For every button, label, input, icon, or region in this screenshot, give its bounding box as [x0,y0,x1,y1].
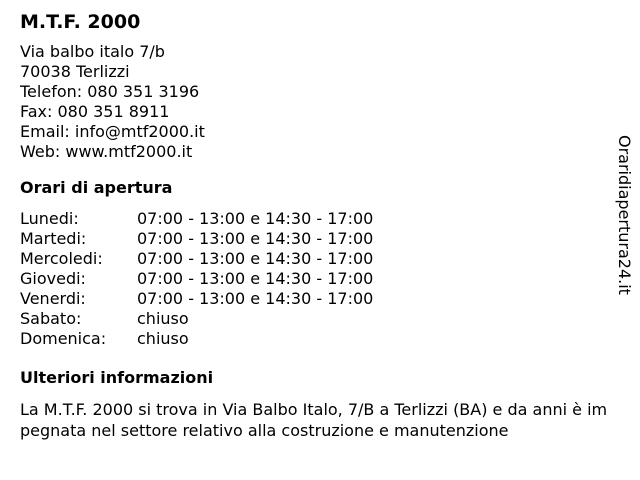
hours-time: chiuso [137,329,189,348]
hours-day: Martedi: [20,229,87,248]
hours-day: Giovedi: [20,269,86,288]
site-watermark: Oraridiapertura24.it [615,135,634,295]
phone-text: Telefon: 080 351 3196 [20,82,200,101]
hours-day: Lunedi: [20,209,79,228]
hours-time: 07:00 - 13:00 e 14:30 - 17:00 [137,269,374,288]
hours-row-monday [20,209,620,229]
fax-text: Fax: 080 351 8911 [20,102,170,121]
contact-block [20,42,620,162]
hours-row-saturday [20,309,620,329]
hours-time: 07:00 - 13:00 e 14:30 - 17:00 [137,249,374,268]
hours-row-thursday [20,269,620,289]
hours-day: Mercoledi: [20,249,103,268]
more-info-heading: Ulteriori informazioni [20,368,214,387]
hours-time: chiuso [137,309,189,328]
email-text: Email: info@mtf2000.it [20,122,205,141]
hours-day: Sabato: [20,309,82,328]
hours-row-tuesday [20,229,620,249]
more-info-text: La M.T.F. 2000 si trova in Via Balbo Italo, 7/B a Terlizzi (BA) e da anni è impegnata nel settore relativo alla costruzione e manutenzione [20,400,608,440]
web-text: Web: www.mtf2000.it [20,142,193,161]
hours-row-friday [20,289,620,309]
address-line-street: Via balbo italo 7/b [20,42,165,61]
address-line-city: 70038 Terlizzi [20,62,130,81]
business-name: M.T.F. 2000 [20,11,141,33]
hours-day: Domenica: [20,329,107,348]
hours-row-sunday [20,329,620,349]
hours-row-wednesday [20,249,620,269]
hours-time: 07:00 - 13:00 e 14:30 - 17:00 [137,209,374,228]
opening-hours-table [20,209,620,349]
business-card [20,8,620,441]
hours-day: Venerdi: [20,289,86,308]
hours-time: 07:00 - 13:00 e 14:30 - 17:00 [137,289,374,308]
hours-time: 07:00 - 13:00 e 14:30 - 17:00 [137,229,374,248]
opening-hours-heading: Orari di apertura [20,178,173,197]
